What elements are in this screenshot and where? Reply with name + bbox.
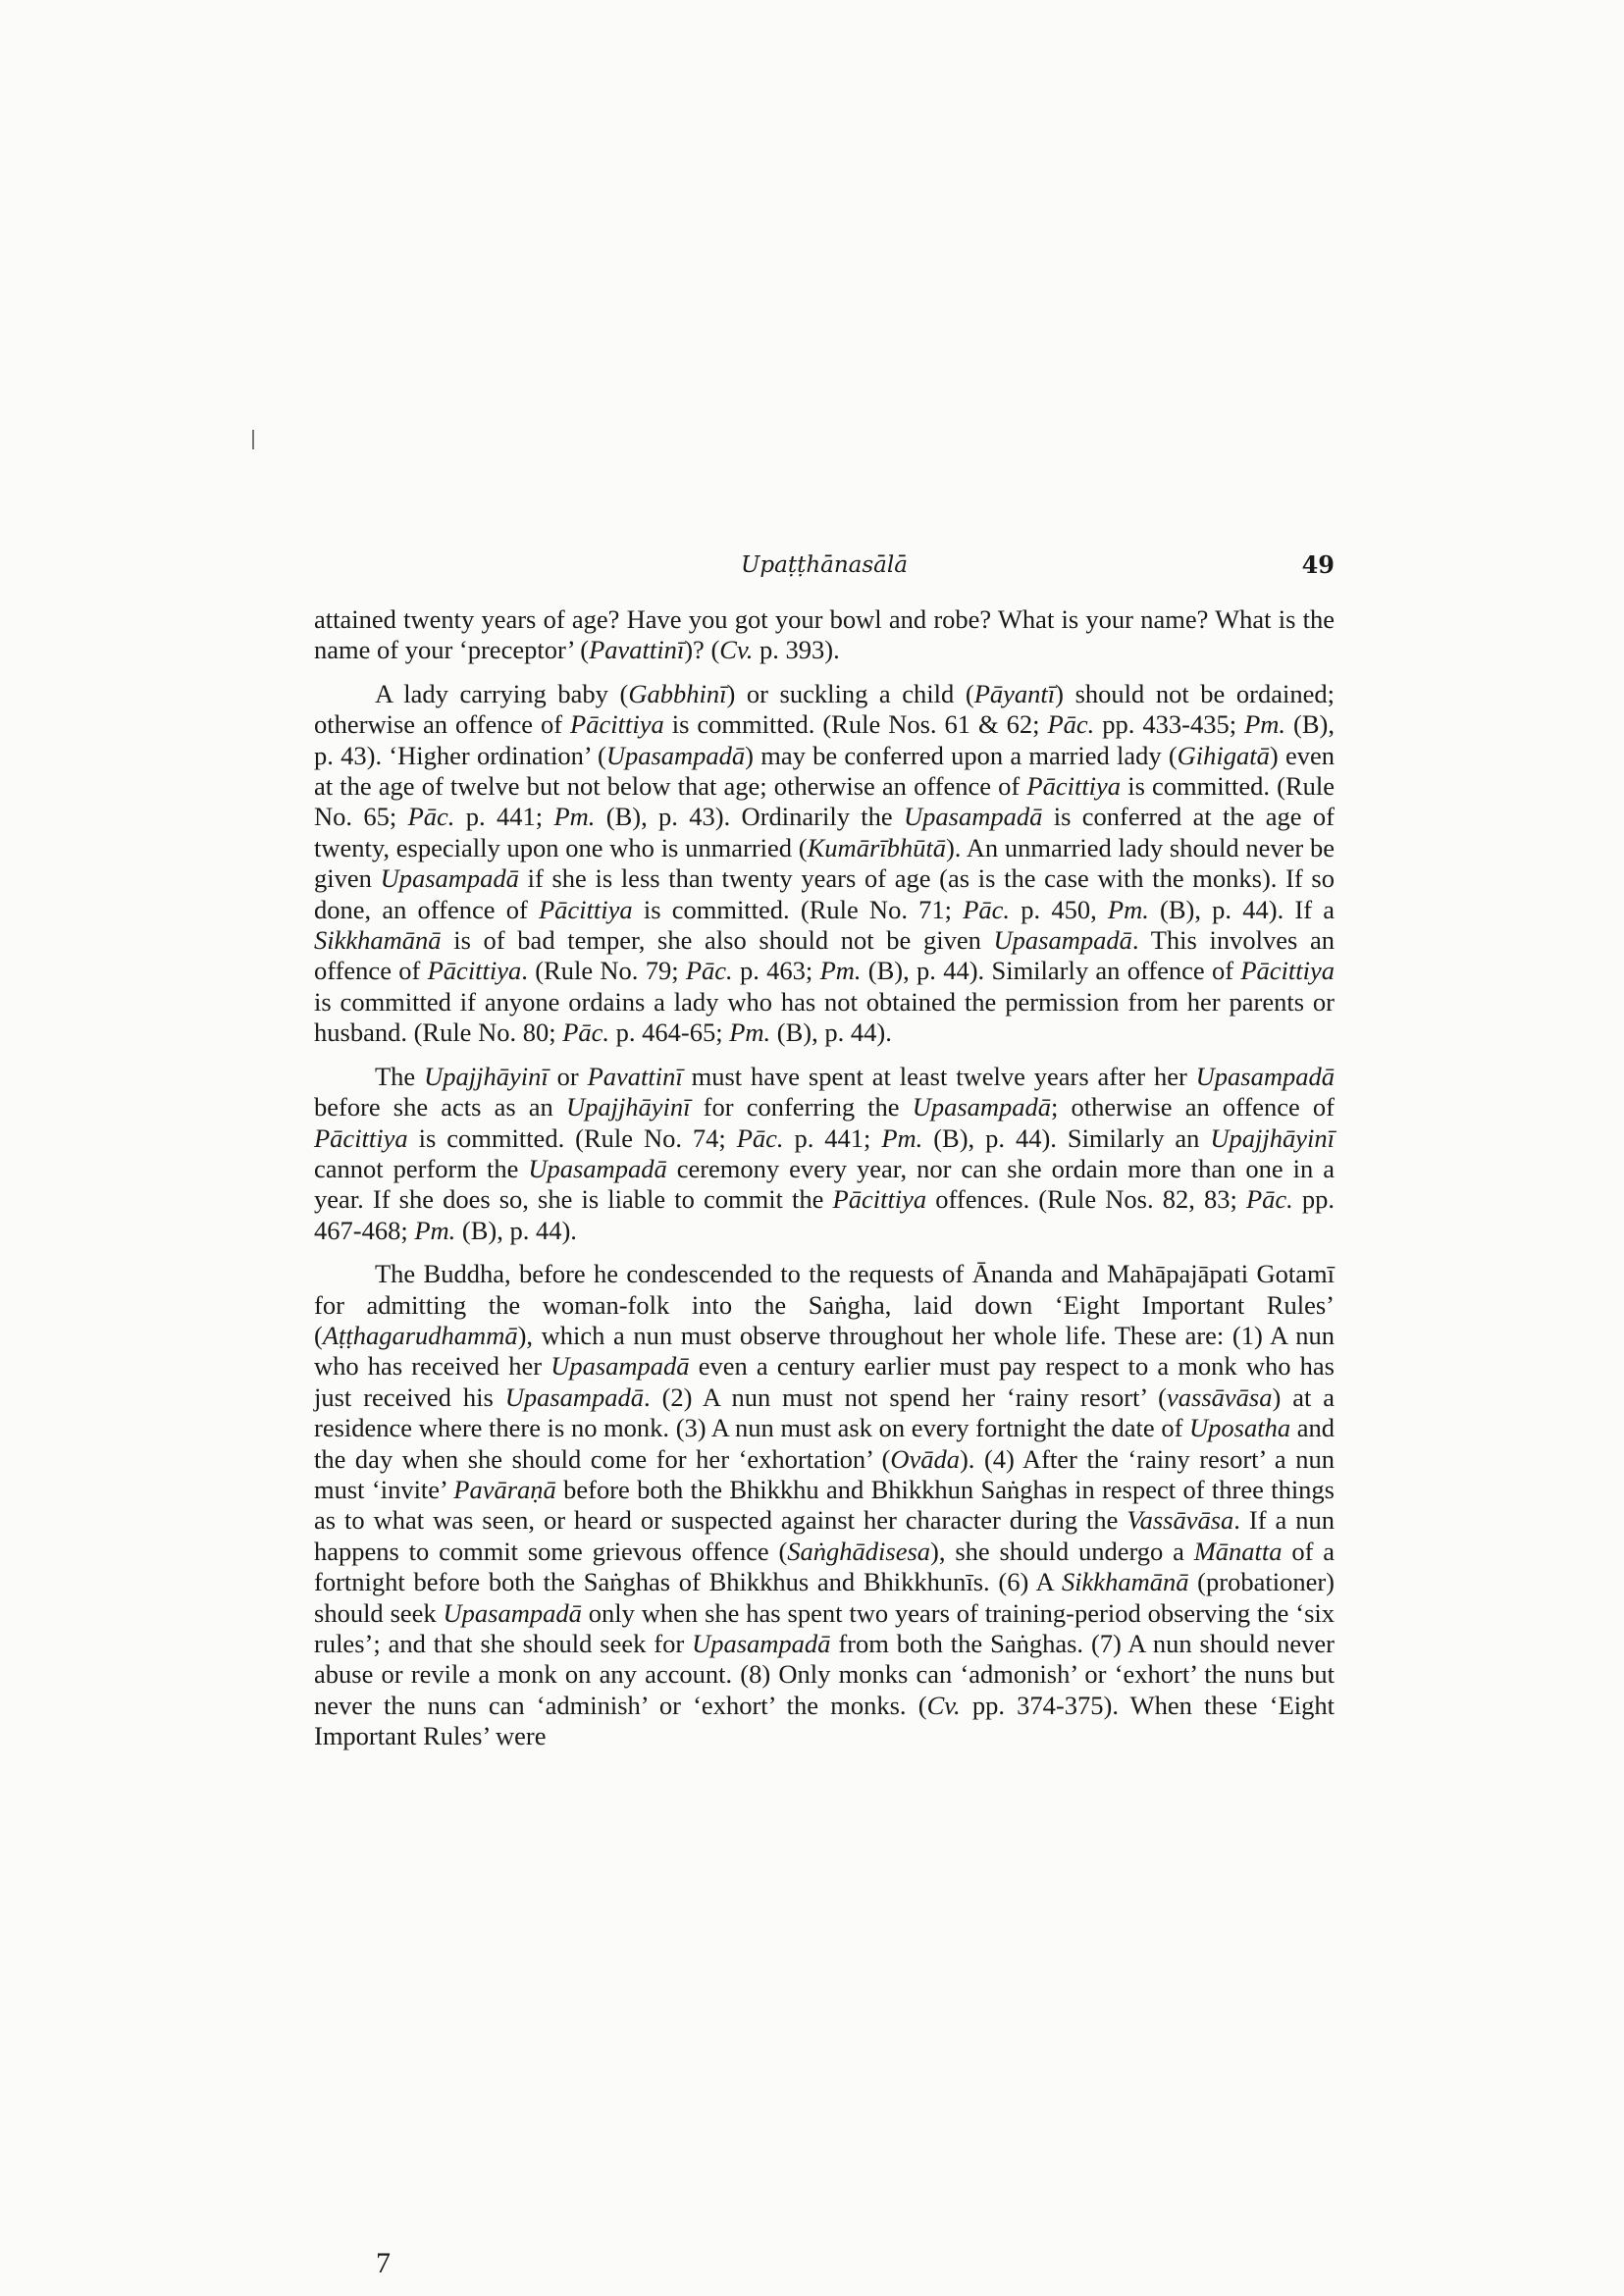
italic-term: Vassāvāsa — [1126, 1505, 1234, 1536]
italic-term: Pm. — [553, 802, 596, 832]
text-run: of a fortnight before both the Saṅghas of Bhikkhus and Bhikkhunīs. (6) A — [314, 1536, 1335, 1597]
text-run: and the day when she should come for her ‘exhortation’ ( — [314, 1413, 1336, 1474]
text-run: . (Rule No. 79; — [521, 956, 686, 986]
text-run: pp. 374-375). When these ‘Eight Important Rules’ were — [314, 1690, 1335, 1751]
text-run: before both the Bhikkhu and Bhikkhun Saṅghas in respect of three things as to what was seen, or heard or suspected against her character during the — [314, 1474, 1335, 1536]
text-run: for conferring the — [690, 1092, 913, 1122]
text-run: p. 463; — [732, 956, 820, 986]
text-run: is committed if anyone ordains a lady who has not obtained the permission from her parents or husband. (Rule No. 80; — [314, 986, 1335, 1048]
text-run: (B), p. 44). If a — [1148, 894, 1336, 924]
body-text — [314, 604, 1335, 1765]
text-run: . (2) A nun must not spend her ‘rainy resort’ ( — [644, 1382, 1167, 1412]
italic-term: Mānatta — [1193, 1536, 1283, 1566]
text-run: (B), p. 44). — [455, 1215, 577, 1245]
italic-term: Aṭṭhagarudhammā — [322, 1320, 518, 1350]
italic-term: Cv. — [926, 1690, 961, 1720]
margin-mark — [252, 430, 254, 449]
text-run: ), she should undergo a — [930, 1536, 1194, 1566]
italic-term: Pāc. — [963, 894, 1011, 924]
italic-term: Pm. — [1244, 709, 1286, 740]
text-run: The Buddha, before he condescended to the requests of Ānanda and Mahāpajāpati Gotamī for admitting the woman-folk into the Saṅgha, laid down ‘Eight Important Rules’ ( — [314, 1259, 1335, 1350]
text-run: (probationer) should seek — [314, 1567, 1335, 1628]
text-run: ) at a residence where there is no monk. (3) A nun must ask on every fortnight the date of — [314, 1382, 1336, 1443]
italic-term: Kumārībhūtā — [807, 832, 946, 862]
italic-term: Pācittiya — [314, 1122, 408, 1153]
text-run: . If a nun happens to commit some grievous offence ( — [314, 1505, 1335, 1566]
text-run: A lady carrying baby ( — [375, 678, 629, 708]
text-run: attained twenty years of age? Have you got your bowl and robe? What is your name? What is the name of your ‘preceptor’ ( — [314, 604, 1335, 665]
text-run: if she is less than twenty years of age (as is the case with the monks). If so done, an offence of — [314, 863, 1335, 924]
text-run: (B), p. 43). Ordinarily the — [595, 802, 905, 832]
text-run: even a century earlier must pay respect to a monk who has just received his — [314, 1351, 1335, 1412]
text-run: pp. 467-468; — [314, 1184, 1335, 1245]
italic-term: Pm. — [819, 956, 862, 986]
italic-term: Gihigatā — [1177, 740, 1270, 770]
text-run: ). An unmarried lady should never be given — [314, 832, 1335, 894]
italic-term: Ovāda — [890, 1443, 960, 1474]
text-run: ), which a nun must observe throughout her whole life. These are: (1) A nun who has received her — [314, 1320, 1335, 1382]
page-number: 49 — [1301, 550, 1335, 579]
paragraph-2 — [314, 679, 1335, 1049]
text-run: is committed. (Rule Nos. 61 & 62; — [663, 709, 1048, 740]
italic-term: Pācittiya — [570, 709, 664, 740]
text-run: )? ( — [684, 635, 720, 665]
text-run: . This involves an offence of — [314, 925, 1335, 986]
text-run: ) or suckling a child ( — [726, 678, 974, 708]
italic-term: Pāyantī — [973, 678, 1056, 708]
text-run: p. 450, — [1010, 894, 1108, 924]
text-run: ; otherwise an offence of — [1051, 1092, 1335, 1122]
text-run: from both the Saṅghas. (7) A nun should never abuse or revile a monk on any account. (8) Only monks can ‘admonish’ or ‘exhort’ the nuns but never the nuns can ‘adminish’ or ‘exhort’ the monks. ( — [314, 1629, 1335, 1720]
italic-term: Upajjhāyinī — [1210, 1122, 1335, 1153]
italic-term: Upasampadā — [1195, 1061, 1336, 1091]
italic-term: Upajjhāyinī — [424, 1061, 549, 1091]
italic-term: Pācittiya — [1026, 771, 1122, 802]
text-run: p. 393). — [753, 635, 840, 665]
italic-term: Pācittiya — [427, 956, 522, 986]
italic-term: Pācittiya — [538, 894, 633, 924]
paragraph-4 — [314, 1259, 1335, 1752]
italic-term: Gabbhinī — [628, 678, 727, 708]
text-run: or — [548, 1061, 588, 1091]
italic-term: Sikkhamānā — [314, 925, 442, 956]
italic-term: Pācittiya — [832, 1184, 927, 1215]
running-title: Upaṭṭhānasālā — [741, 552, 908, 578]
italic-term: Upasampadā — [692, 1629, 831, 1658]
italic-term: Pāc. — [1047, 709, 1095, 740]
italic-term: vassāvāsa — [1167, 1382, 1273, 1412]
text-run: p. 464-65; — [609, 1018, 730, 1048]
italic-term: Upasampadā — [380, 863, 519, 894]
italic-term: Pavattinī — [587, 1061, 683, 1091]
italic-term: Upasampadā — [443, 1597, 582, 1628]
italic-term: Upajjhāyinī — [565, 1092, 691, 1122]
italic-term: Upasampadā — [904, 802, 1043, 832]
italic-term: Pavāraṇā — [453, 1474, 556, 1504]
text-run: pp. 433-435; — [1094, 709, 1245, 740]
italic-term: Pāc. — [736, 1122, 784, 1153]
running-head — [314, 549, 1335, 581]
text-run: p. 441; — [454, 802, 554, 832]
italic-term: Pavattinī — [589, 635, 685, 665]
italic-term: Pm. — [729, 1018, 771, 1048]
italic-term: Uposatha — [1189, 1413, 1291, 1443]
text-run: p. 441; — [783, 1122, 882, 1153]
text-run: ) may be conferred upon a married lady ( — [745, 740, 1178, 770]
italic-term: Upasampadā — [993, 925, 1132, 956]
text-run: The — [375, 1061, 425, 1091]
paragraph-1 — [314, 604, 1335, 666]
italic-term: Upasampadā — [550, 1351, 690, 1382]
text-run: is committed. (Rule No. 71; — [632, 894, 964, 924]
italic-term: Upasampadā — [605, 740, 746, 770]
italic-term: Pm. — [881, 1122, 923, 1153]
italic-term: Pāc. — [1245, 1184, 1293, 1215]
text-run: offences. (Rule Nos. 82, 83; — [926, 1184, 1246, 1215]
italic-term: Upasampadā — [912, 1092, 1052, 1122]
signature-mark: 7 — [376, 2247, 391, 2279]
text-run: ). (4) After the ‘rainy resort’ a nun must ‘invite’ — [314, 1443, 1335, 1504]
text-run: is committed. (Rule No. 65; — [314, 771, 1335, 832]
italic-term: Upasampadā — [504, 1382, 645, 1412]
italic-term: Pāc. — [407, 802, 455, 832]
text-run: is conferred at the age of twenty, especially upon one who is unmarried ( — [314, 802, 1335, 862]
italic-term: Pāc. — [685, 956, 733, 986]
text-run: ) should not be ordained; otherwise an offence of — [314, 678, 1335, 740]
italic-term: Pācittiya — [1240, 956, 1335, 986]
italic-term: Saṅghādisesa — [787, 1536, 931, 1566]
text-run: (B), p. 44). Similarly an offence of — [861, 956, 1241, 986]
italic-term: Sikkhamānā — [1061, 1567, 1189, 1597]
text-run: ) even at the age of twelve but not below that age; otherwise an offence of — [314, 740, 1335, 802]
italic-term: Upasampadā — [528, 1153, 667, 1183]
text-run: (B), p. 44). — [770, 1018, 892, 1048]
italic-term: Pm. — [414, 1215, 456, 1245]
text-run: before she acts as an — [314, 1092, 566, 1122]
text-run: ceremony every year, nor can she ordain more than one in a year. If she does so, she is liable to commit the — [314, 1153, 1335, 1215]
text-run: must have spent at least twelve years after her — [682, 1061, 1196, 1091]
italic-term: Cv. — [719, 635, 754, 665]
text-run: (B), p. 44). Similarly an — [922, 1122, 1211, 1153]
text-run: only when she has spent two years of training-period observing the ‘six rules’; and that she should seek for — [314, 1597, 1335, 1658]
text-run: cannot perform the — [314, 1153, 529, 1183]
text-run: is of bad temper, she also should not be given — [441, 925, 994, 956]
italic-term: Pāc. — [562, 1018, 610, 1048]
paragraph-3 — [314, 1062, 1335, 1246]
italic-term: Pm. — [1107, 894, 1149, 924]
text-run: (B), p. 43). ‘Higher ordination’ ( — [314, 709, 1336, 770]
text-run: is committed. (Rule No. 74; — [407, 1122, 737, 1153]
